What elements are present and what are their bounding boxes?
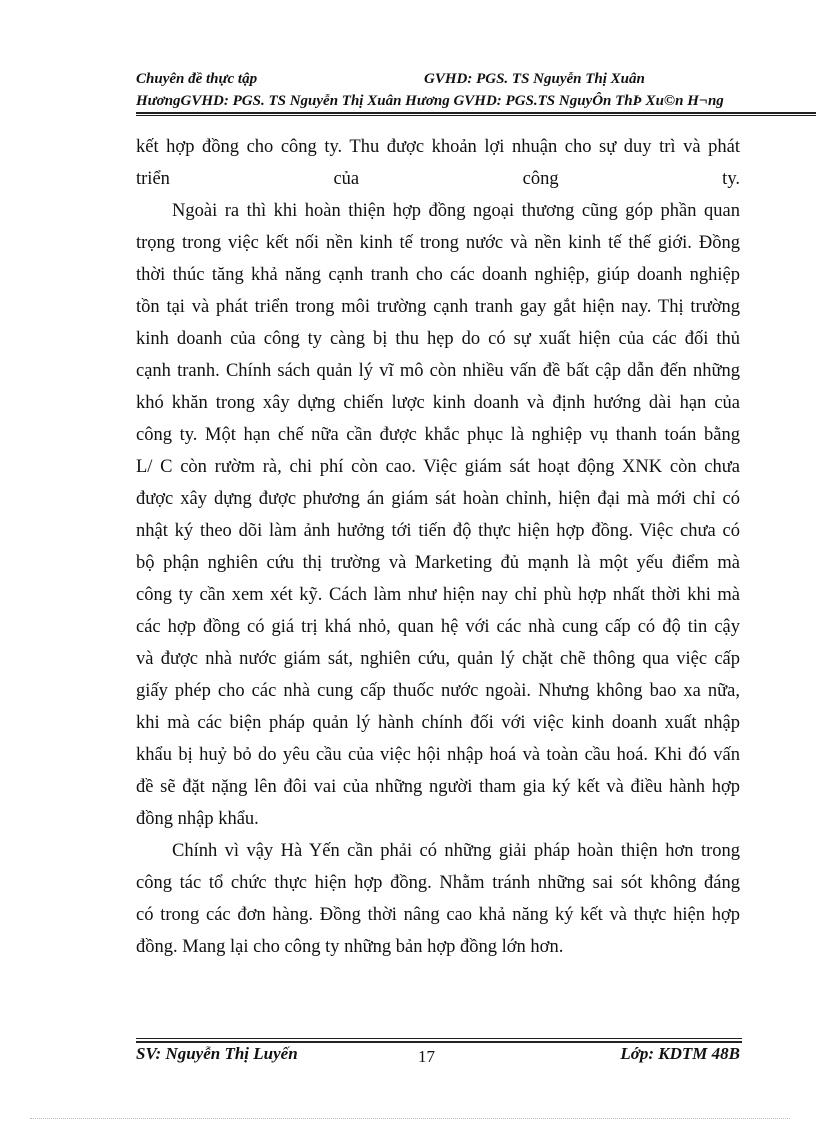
text-line: Chính vì vậy Hà Yến cần phải có những giải pháp hoàn thiện hơn trong: [172, 841, 740, 861]
text-line: khi mà các biện pháp quản lý hành chính đối với việc kinh doanh xuất nhập: [136, 713, 740, 733]
text-line: tồn tại và phát triển trong môi trường cạnh tranh gay gắt hiện nay. Thị trường: [136, 297, 740, 317]
text-line: đồng. Mang lại cho công ty những bản hợp đồng lớn hơn.: [136, 937, 564, 957]
text-line: công ty. Một hạn chế nữa cần được khắc phục là nghiệp vụ thanh toán bằng: [136, 425, 740, 445]
text-line: công tác tổ chức thực hiện hợp đồng. Nhằm tránh những sai sót không đáng: [136, 873, 740, 893]
header-line-2: HươngGVHD: PGS. TS Nguyễn Thị Xuân Hương GVHD: PGS.TS NguyÔn ThÞ Xu©n H¬ng: [136, 93, 724, 109]
text-line: thời thúc tăng khả năng cạnh tranh cho các doanh nghiệp, giúp doanh nghiệp: [136, 265, 740, 285]
text-line: bộ phận nghiên cứu thị trường và Marketing đủ mạnh là một yếu điểm mà: [136, 553, 740, 573]
paragraph-3: [136, 835, 740, 963]
text-line: và được nhà nước giám sát, nghiên cứu, quản lý chặt chẽ thông qua việc cấp: [136, 649, 740, 669]
text-line: L/ C còn rườm rà, chi phí còn cao. Việc giám sát hoạt động XNK còn chưa: [136, 457, 740, 477]
paragraph-1: [136, 131, 740, 195]
text-line: đề sẽ đặt nặng lên đôi vai của những người tham gia ký kết và điều hành hợp: [136, 777, 740, 797]
text-line: kết hợp đồng cho công ty. Thu được khoản lợi nhuận cho sự duy trì và phát: [136, 137, 740, 157]
text-line: giấy phép cho các nhà cung cấp thuốc nước ngoài. Nhưng không bao xa nữa,: [136, 681, 740, 701]
footer-rule: [136, 1041, 742, 1043]
text-line: công ty cần xem xét kỹ. Cách làm như hiện nay chỉ phù hợp nhất thời khi mà: [136, 585, 740, 605]
header-course-title: Chuyên đề thực tập: [136, 71, 258, 87]
page-number: 17: [418, 1047, 435, 1066]
text-line: triển của công ty.: [136, 169, 740, 189]
header-supervisor: GVHD: PGS. TS Nguyễn Thị Xuân: [424, 71, 645, 87]
text-line: cạnh tranh. Chính sách quản lý vĩ mô còn nhiều vấn đề bất cập dẫn đến những: [136, 361, 740, 381]
header-rule-thin: [136, 115, 816, 116]
text-line: kinh doanh của công ty càng bị thu hẹp do có sự xuất hiện của các đối thủ: [136, 329, 740, 349]
text-line: nhật ký theo dõi làm ảnh hưởng tới tiến độ thực hiện hợp đồng. Việc chưa có: [136, 521, 740, 541]
page-header: [136, 68, 816, 112]
page-bottom-divider: [30, 1118, 790, 1119]
text-line: khó khăn trong xây dựng chiến lược kinh doanh và định hướng dài hạn của: [136, 393, 740, 413]
text-line: được xây dựng được phương án giám sát hoàn chỉnh, hiện đại mà mới chỉ có: [136, 489, 740, 509]
text-line: Ngoài ra thì khi hoàn thiện hợp đồng ngoại thương cũng góp phần quan: [172, 201, 740, 221]
footer-class: Lớp: KDTM 48B: [620, 1044, 740, 1063]
paragraph-2: [136, 195, 740, 835]
text-line: các hợp đồng có giá trị khá nhỏ, quan hệ với các nhà cung cấp có độ tin cậy: [136, 617, 740, 637]
text-line: có trong các đơn hàng. Đồng thời nâng cao khả năng ký kết và thực hiện hợp: [136, 905, 740, 925]
text-line: đồng nhập khẩu.: [136, 809, 259, 829]
document-body: [136, 131, 740, 963]
footer-rule-thin: [136, 1038, 742, 1039]
footer-student-name: SV: Nguyễn Thị Luyến: [136, 1044, 298, 1063]
text-line: khẩu bị huỷ bỏ do yêu cầu của việc hội nhập hoá và toàn cầu hoá. Khi đó vấn: [136, 745, 740, 765]
header-rule: [136, 112, 816, 114]
header-line-1: [136, 68, 816, 90]
text-line: trọng trong việc kết nối nền kinh tế trong nước và nền kinh tế thế giới. Đồng: [136, 233, 740, 253]
